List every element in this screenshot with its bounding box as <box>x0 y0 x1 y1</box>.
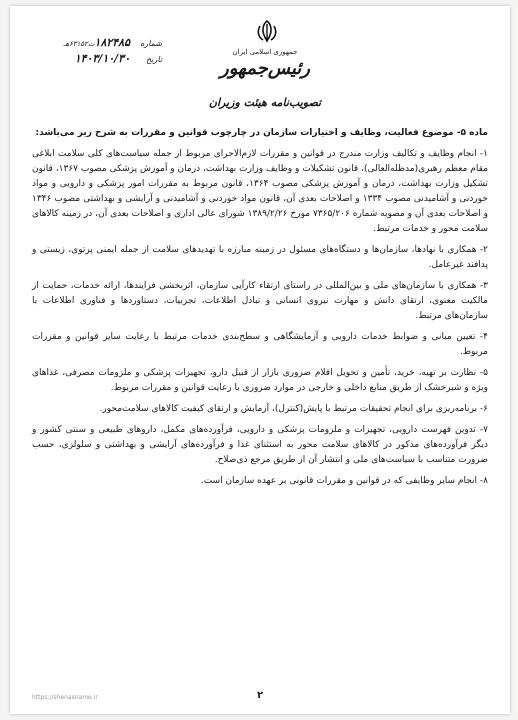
iran-emblem-icon <box>254 18 280 44</box>
number-value: ۱۸۲۴۸۵ <box>94 36 130 49</box>
list-item <box>32 279 488 324</box>
document-meta <box>22 36 162 68</box>
list-item-text: ۵- نظارت بر تهیه، خرید، تأمین و تحویل اقلام ضروری بازار از قبیل دارو، تجهیزات پزشکی و ملزومات مصرفی، غذاهای ویژه و شیرخشک از طریق منابع داخلی و خارجی در موارد ضروری با رعایت قوانین و مقررات مربوط. <box>32 368 488 393</box>
number-prefix: ت۶۳۱۵۲هـ <box>63 40 95 48</box>
list-item <box>32 147 488 237</box>
list-item <box>32 243 488 273</box>
list-item <box>32 474 488 489</box>
article-intro: ماده ۵- موضوع فعالیت، وظایف و اختیارات سازمان در چارچوب قوانین و مقررات به شرح زیر می‌باشد: <box>35 128 488 138</box>
number-row <box>22 36 162 52</box>
list-item-text: ۱- انجام وظایف و تکالیف وزارت مندرج در قوانین و مقررات لازم‌الاجرای مربوط از جمله سیاست‌های کلی سلامت ابلاغی مقام معظم رهبری(مدظله‌العالی)، قانون تشکیلات و وظایف وزارت بهداشت، درمان و آموزش پزشکی مصوب ۱۳۶۷، قانون تشکیل وزارت بهداشت، درمان و آموزش پزشکی مصوب ۱۳۶۴، قانون مربوط به مقررات امور پزشکی و دارویی و مواد خوردنی و آشامیدنی مصوب ۱۳۳۴ و اصلاحات بعدی آن، قانون مواد خوردنی و آشامیدنی و آرایشی و بهداشتی مصوب ۱۳۴۶ و اصلاحات بعدی آن و مصوبه شماره ۷۳۶۵/۲۰۶ مورخ ۱۳۸۹/۲/۲۶ شورای عالی اداری و اصلاحات بعدی آن، در زمینه کالاهای سلامت محور و خدمات مرتبط. <box>32 149 489 234</box>
list-item-text: ۲- همکاری با نهادها، سازمان‌ها و دستگاه‌های مسئول در زمینه مبارزه با تهدیدهای سلامت از جمله ایمنی پرتوی، زیستی و پدافند غیرعامل. <box>32 245 488 270</box>
date-value: ۱۴۰۳/۱۰/۳۰ <box>74 52 130 65</box>
list-item <box>32 423 488 468</box>
republic-title: جمهوری اسلامی ایران <box>232 48 298 56</box>
date-label: تاریخ <box>146 55 162 64</box>
list-item-text: ۸- انجام سایر وظایفی که در قوانین و مقررات قانونی بر عهده سازمان است. <box>200 476 488 486</box>
date-row <box>22 52 162 68</box>
list-item <box>32 402 488 417</box>
document-body <box>32 126 488 495</box>
list-item-text: ۴- تعیین مبانی و ضوابط خدمات دارویی و آزمایشگاهی و سطح‌بندی خدمات مرتبط با رعایت سایر قوانین و مقررات مربوط. <box>32 332 488 357</box>
document-page <box>10 6 510 714</box>
board-title: تصویب‌نامه هیئت وزیران <box>208 96 322 109</box>
list-item-text: ۳- همکاری با سازمان‌های ملی و بین‌المللی در راستای ارتقاء کارآیی سازمان، اثربخشی فرایندها، ارائه خدمات، حمایت از مالکیت معنوی، ارتقای دانش و مهارت نیروی انسانی و تبادل اطلاعات، تجربیات، دستاوردها و فناوری اطلاعات با سازمان‌های مرتبط. <box>32 281 488 321</box>
list-item <box>32 330 488 360</box>
president-title: رئیس‌جمهور <box>220 58 310 79</box>
list-item <box>32 366 488 396</box>
list-item-text: ۶- برنامه‌ریزی برای انجام تحقیقات مرتبط با پایش(کنترل)، آزمایش و ارتقای کیفیت کالاهای سلامت‌محور. <box>99 404 488 414</box>
number-label: شماره <box>140 39 162 48</box>
page-number: ۲ <box>256 690 264 701</box>
list-item-text: ۷- تدوین فهرست دارویی، تجهیزات و ملزومات پزشکی و دارویی، فرآورده‌های مکمل، داروهای طبیعی و سنتی کشور و دیگر فرآورده‌های مذکور در کالاهای سلامت محور به استثنای غذا و فرآورده‌های آرایشی و بهداشتی و سلولزی، حسب ضرورت متناسب با سیاست‌های ملی و انتشار آن از طریق مرجع ذی‌صلاح. <box>32 425 488 465</box>
watermark: https://shenasname.ir <box>32 694 98 701</box>
